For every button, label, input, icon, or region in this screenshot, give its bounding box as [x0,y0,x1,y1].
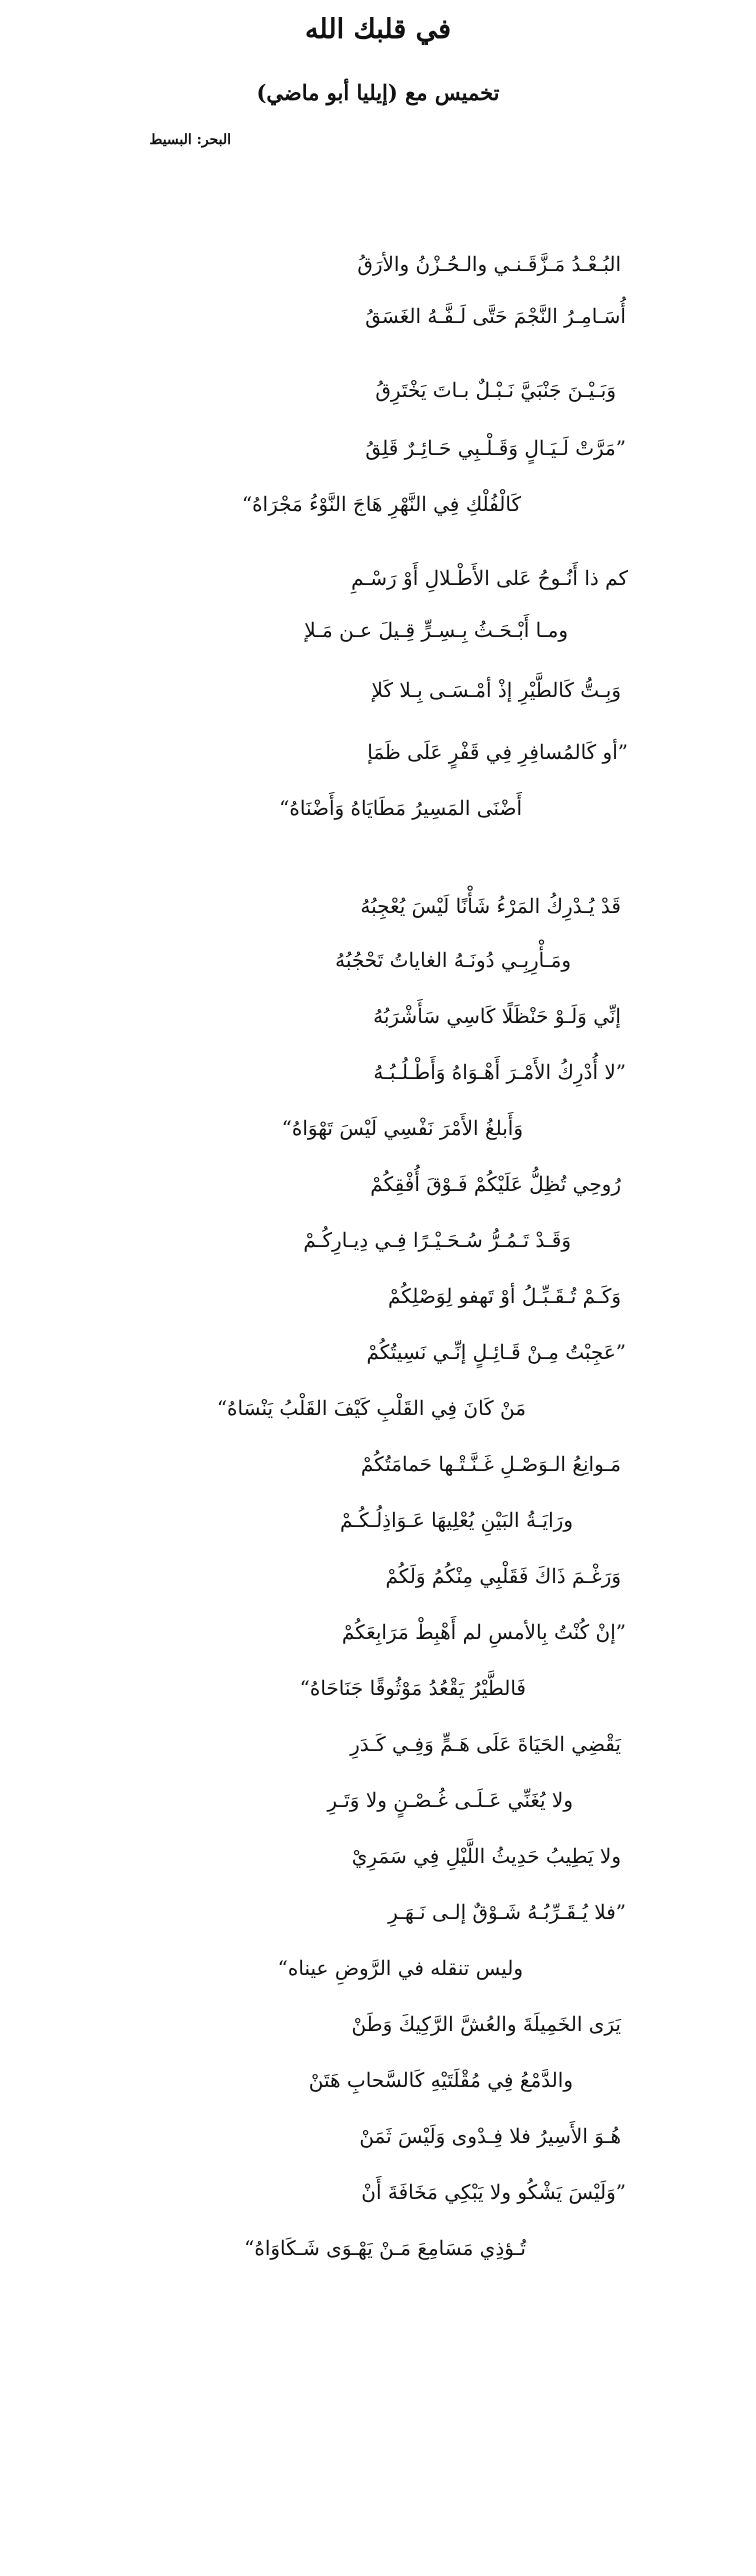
poem-verse: يَقْضِي الحَيَاةَ عَلَى هَـمٍّ وَفِـي كَـدَرِ [350,1732,621,1756]
poem-verse: يَرَى الخَمِيلَةَ والعُشَّ الرَّكِيكَ وَطَنْ [351,2012,621,2036]
poem-verse: تُـؤذِي مَسَامِعَ مَـنْ يَهْـوَى شَـكَاوَاهُ“ [244,2236,526,2260]
poem-title: في قلبك الله [304,14,452,45]
poem-verse: وَقَـدْ تَـمُـرُّ سُـحَـيْـرًا فِـي دِيـارِكُـمْ [303,1228,571,1252]
poem-verse: أُسَـامِـرُ النَّجْمَ حَتَّى لَـفَّـهُ الغَسَقُ [365,304,626,328]
poem-verse: والدَّمْعُ فِي مُقْلَتَيْهِ كَالسَّحابِ هَتَنْ [308,2068,573,2092]
poem-subtitle: تخميس مع (إيليا أبو ماضي) [256,80,500,105]
poem-verse: إنِّي وَلَـوْ حَنْظَلًا كَاسِي سَأَشْرَبُهُ [373,1004,621,1028]
poem-verse: ولا يُغَنِّي عَـلَـى غُـصْـنٍ ولا وَتَـرِ [327,1788,573,1812]
poem-verse: قَدْ يُـدْرِكُ المَرْءُ شَأْنًا لَيْسَ يُعْجِبُهُ [360,894,621,918]
poem-verse: كم ذا أَنُـوحُ عَلى الأَطْـلالِ أَوْ رَسْـمِ [351,566,628,590]
poem-verse: ورَايَـةُ البَيْنِ يُعْلِيهَا عَـوَاذِلُـكُـمْ [340,1508,573,1532]
poem-verse: البُـعْـدُ مَـزَّقَـنـي والـحُـزْنُ والأرَقُ [357,252,621,276]
poem-verse: ”عَجِبْتُ مِـنْ قَـائِـلٍ إنِّـي نَسِيتُكُمْ [366,1340,626,1364]
poem-verse: ”لا أُدْرِكُ الأَمْـرَ أَهْـوَاهُ وَأَطْـلُـبُـهُ [373,1060,626,1084]
poem-verse: وَأَبلغُ الأَمْرَ نَفْسِي لَيْسَ تَهْوَاهُ“ [281,1116,523,1140]
poem-verse: ”إنْ كُنْتُ بِالأمسِ لم أَهْبِطْ مَرَابِعَكُمْ [341,1620,626,1644]
poem-verse: ومَـأْرِبِـي دُونَـهُ الغاياتُ تَحْجُبُهُ [335,948,571,972]
poem-verse: وَكَـمْ تُـقَـبِّـلُ أوْ تَهفو لِوَصْلِكُمْ [387,1284,621,1308]
poem-verse: ”مَرَّتْ لَـيَـالٍ وَقَـلْـبِي حَـائِـرٌ قَلِقُ [365,436,626,460]
poem-verse: أَضْنَى المَسِيرُ مَطَايَاهُ وَأَضْنَاهُ“ [279,796,522,820]
poem-verse: ولا يَطِيبُ حَدِيثُ اللَّيْلِ فِي سَمَرِيْ [351,1844,621,1868]
poem-verse: وَبِـتُّ كَالطَّيْرِ إذْ أمْـسَـى بِـلا كَلإ [371,678,621,702]
poem-verse: رُوحِي تُظِلُّ عَلَيْكُمْ فَـوْقَ أُفْقِكُمْ [370,1172,621,1196]
poem-verse: مَنْ كَانَ فِي القَلْبِ كَيْفَ القَلْبُ يَنْسَاهُ“ [216,1396,526,1420]
poem-verse: وَرَغْـمَ ذَاكَ فَقَلْبِي مِنْكُمُ وَلَكُمْ [385,1564,621,1588]
poem-verse: كَالْفُلْكِ فِي النَّهْرِ هَاجَ النَّوْءُ مَجْرَاهُ“ [241,492,521,516]
poem-verse: فَالطَّيْرُ يَقْعُدُ مَوْثُوقًا جَنَاحَاهُ“ [299,1676,526,1700]
poem-verse: هُـوَ الأَسِيرُ فلا فِـدْوى وَلَيْسَ ثَمَنْ [359,2124,621,2148]
poem-verse: ”وَلَيْسَ يَشْكُو ولا يَبْكِي مَخَافَةَ أَنْ [361,2180,626,2204]
poem-verse: ”أو كَالمُسافِرِ فِي قَفْرٍ عَلَى ظَمَإ [367,740,628,764]
poem-verse: وليس تنقله في الرَّوضِ عيناه“ [277,1956,523,1980]
poem-verse: وَبَـيْـنَ جَنْبَيَّ نَـبْـلٌ بـاتَ يَخْتَرِقُ [375,378,616,402]
poem-verse: مَـوانِعُ الـوَصْـلِ غَـنَّـتْـها حَمامَتُكُمْ [360,1452,621,1476]
poem-verse: ”فلا يُـقَـرِّبُـهُ شَـوْقٌ إلـى نَـهَـرِ [388,1900,626,1924]
poem-verse: ومـا أَبْـحَـثُ بِـسِـرٍّ قِـيلَ عـن مَـلإ [304,618,568,642]
poem-meter: البحر: البسيط [149,132,231,148]
